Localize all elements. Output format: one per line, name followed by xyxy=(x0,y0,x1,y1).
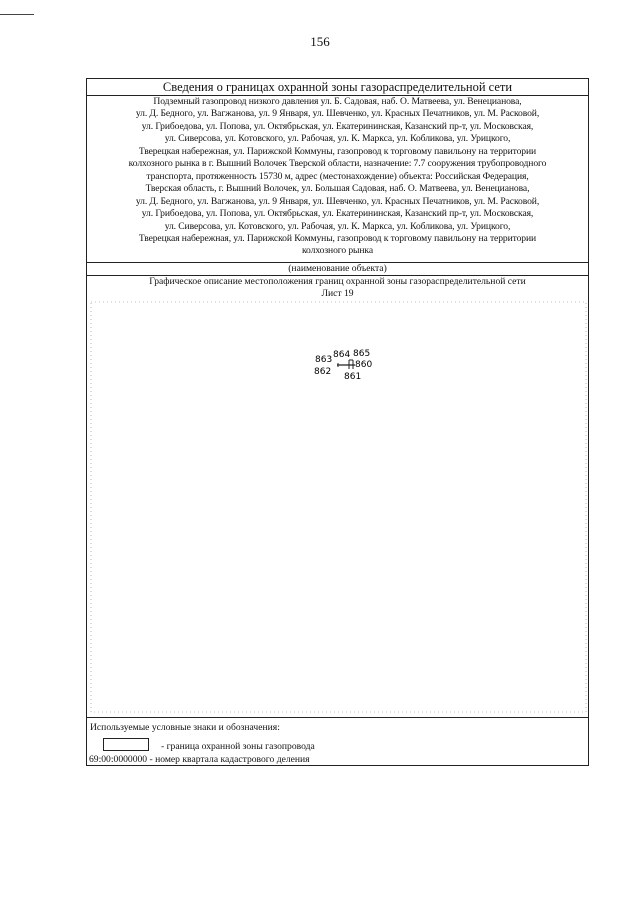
legend-text: - граница охранной зоны газопровода xyxy=(161,741,315,752)
description-line: транспорта, протяженность 15730 м, адрес (местонахождение) объекта: Российская Федерация, xyxy=(146,170,529,182)
corner-crop-mark xyxy=(0,14,34,15)
page-number: 156 xyxy=(310,34,330,49)
cadastral-code-symbol: 69:00:0000000 xyxy=(89,754,148,765)
point-label-861: 861 xyxy=(344,372,362,382)
description-line: ул. Сиверсова, ул. Котовского, ул. Рабочая, ул. К. Маркса, ул. Кобликова, ул. Урицкого, xyxy=(164,220,511,232)
description-line: Тверская область, г. Вышний Волочек, ул. Большая Садовая, наб. О. Матвеева, ул. Венецианова, xyxy=(145,183,530,195)
plan-svg xyxy=(87,299,590,714)
point-label-860: 860 xyxy=(355,360,373,370)
description-line: ул. Д. Бедного, ул. Вагжанова, ул. 9 Января, ул. Шевченко, ул. Красных Печатников, ул. М. Расковой, xyxy=(135,195,540,207)
description-line: колхозного рынка xyxy=(301,245,374,257)
description-line: Тверецкая набережная, ул. Парижской Коммуны, газопровод к торговому павильону на территории xyxy=(138,232,537,244)
legend-title: Используемые условные знаки и обозначения: xyxy=(90,722,280,733)
point-label-862: 862 xyxy=(314,367,332,377)
description-line: ул. Грибоедова, ул. Попова, ул. Октябрьская, ул. Екатерининская, Казанский пр-т, ул. Московская, xyxy=(141,208,534,220)
description-line: ул. Грибоедова, ул. Попова, ул. Октябрьская, ул. Екатерининская, Казанский пр-т, ул. Московская, xyxy=(141,120,534,132)
point-label-863: 863 xyxy=(315,355,333,365)
description-line: ул. Д. Бедного, ул. Вагжанова, ул. 9 Января, ул. Шевченко, ул. Красных Печатников, ул. М. Расковой, xyxy=(135,108,540,120)
description-line: Подземный газопровод низкого давления ул. Б. Садовая, наб. О. Матвеева, ул. Венецианова, xyxy=(153,96,522,107)
sheet-frame xyxy=(86,78,589,766)
description-line: Тверецкая набережная, ул. Парижской Коммуны, газопровод к торговому павильону на территории xyxy=(138,145,537,157)
sheet-title: Сведения о границах охранной зоны газораспределительной сети xyxy=(87,79,588,96)
legend-item-cadastral xyxy=(89,754,310,765)
plan-drawing xyxy=(87,299,588,714)
sheet-label: Лист 19 xyxy=(321,288,354,299)
object-description xyxy=(87,96,588,258)
boundary-symbol xyxy=(103,738,149,751)
description-line: колхозного рынка в г. Вышний Волочек Тверской области, назначение: 7.7 сооружения трубопроводного xyxy=(128,158,547,170)
point-label-864: 864 xyxy=(333,350,351,360)
legend-text: - номер квартала кадастрового деления xyxy=(149,754,310,765)
legend-item-boundary xyxy=(89,738,315,752)
object-caption: (наименование объекта) xyxy=(288,263,387,274)
graphic-description-title: Графическое описание местоположения границ охранной зоны газораспределительной сети xyxy=(149,276,526,287)
divider xyxy=(87,717,588,718)
description-line: ул. Сиверсова, ул. Котовского, ул. Рабочая, ул. К. Маркса, ул. Кобликова, ул. Урицкого, xyxy=(164,133,511,145)
point-label-865: 865 xyxy=(353,349,371,359)
